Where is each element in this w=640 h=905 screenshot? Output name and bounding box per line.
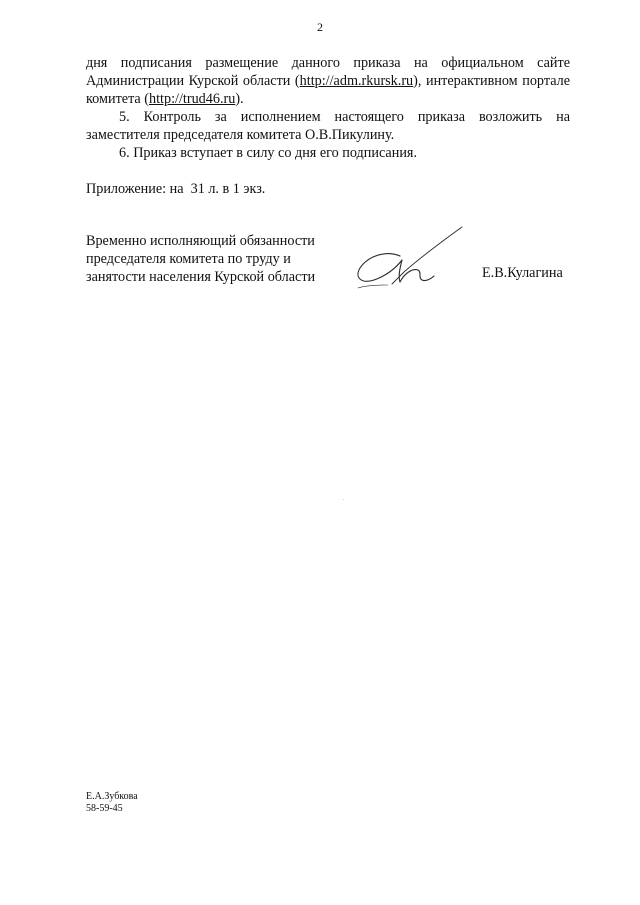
adm-site-link[interactable]: http://adm.rkursk.ru bbox=[299, 73, 414, 89]
signer-title-line-2: председателя комитета по труду и bbox=[86, 251, 291, 267]
appendix-note: Приложение: на 31 л. в 1 экз. bbox=[86, 181, 266, 197]
page-number: 2 bbox=[317, 20, 323, 34]
signer-title-line-3: занятости населения Курской области bbox=[86, 269, 316, 285]
trud46-site-link[interactable]: http://trud46.ru bbox=[149, 91, 236, 107]
signer-title-line-1: Временно исполняющий обязанности bbox=[86, 233, 315, 249]
paragraph-effective: 6. Приказ вступает в силу со дня его подписания. bbox=[119, 145, 417, 161]
body-text bbox=[86, 54, 570, 162]
paragraph-control: 5. Контроль за исполнением настоящего приказа возложить на заместителя председателя комитета О.В.Пикулину. bbox=[86, 109, 570, 143]
paragraph-publication bbox=[86, 54, 570, 108]
executor-name: Е.А.Зубкова bbox=[86, 791, 138, 802]
paragraph-publication-text-start: дня подписания размещение данного приказа на официальном сайте Администрации Курской области ( bbox=[86, 55, 570, 89]
executor-phone: 58-59-45 bbox=[86, 803, 123, 814]
signer-name: Е.В.Кулагина bbox=[482, 265, 563, 281]
handwritten-signature bbox=[352, 222, 464, 294]
scan-speck bbox=[343, 499, 344, 500]
executor-info bbox=[86, 791, 138, 815]
signer-title bbox=[86, 232, 346, 286]
paragraph-publication-text-end: ). bbox=[235, 91, 244, 107]
paragraph-publication-text-middle: ), интерактивном портале комитета ( bbox=[86, 73, 570, 107]
